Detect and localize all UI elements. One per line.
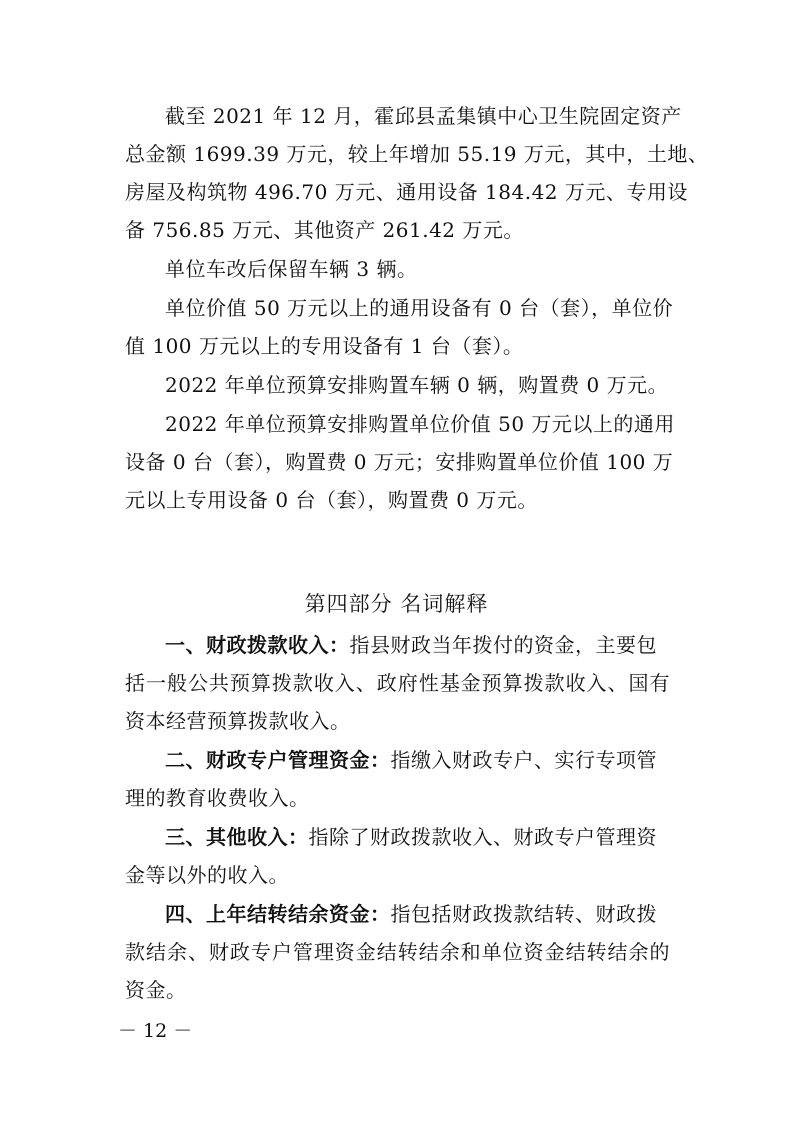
paragraph-line: 单位价值 50 万元以上的通用设备有 0 台（套），单位价 bbox=[165, 296, 674, 320]
definition-text: 指县财政当年拨付的资金，主要包 bbox=[349, 633, 657, 657]
definition-term: 一、财政拨款收入： bbox=[165, 633, 350, 657]
paragraph-line: 2022 年单位预算安排购置单位价值 50 万元以上的通用 bbox=[165, 412, 675, 436]
paragraph-line: 值 100 万元以上的专用设备有 1 台（套）。 bbox=[125, 334, 524, 358]
definition-first-line bbox=[165, 630, 670, 660]
paragraph-line: 理的教育收费收入。 bbox=[125, 786, 310, 810]
paragraph-line: 设备 0 台（套），购置费 0 万元；安排购置单位价值 100 万 bbox=[125, 450, 674, 474]
paragraph-line: 备 756.85 万元、其他资产 261.42 万元。 bbox=[125, 218, 524, 242]
definition-text: 指除了财政拨款收入、财政专户管理资 bbox=[308, 825, 657, 849]
section-heading: 第四部分 名词解释 bbox=[304, 592, 489, 616]
paragraph-line: 总金额 1699.39 万元，较上年增加 55.19 万元，其中，土地、 bbox=[125, 142, 709, 166]
definition-first-line bbox=[165, 822, 670, 852]
paragraph-line: 金等以外的收入。 bbox=[125, 863, 289, 887]
definition-first-line bbox=[165, 745, 670, 775]
paragraph-line: 款结余、财政专户管理资金结转结余和单位资金结转结余的 bbox=[125, 940, 670, 964]
page-number: － 12 － bbox=[118, 1020, 193, 1042]
definition-term: 四、上年结转结余资金： bbox=[165, 902, 391, 926]
definition-term: 三、其他收入： bbox=[165, 825, 309, 849]
definition-text: 指包括财政拨款结转、财政拨 bbox=[390, 902, 657, 926]
definition-term: 二、财政专户管理资金： bbox=[165, 748, 391, 772]
paragraph-line: 截至 2021 年 12 月，霍邱县孟集镇中心卫生院固定资产 bbox=[165, 104, 682, 128]
paragraph-line: 2022 年单位预算安排购置车辆 0 辆，购置费 0 万元。 bbox=[165, 373, 669, 397]
paragraph-line: 元以上专用设备 0 台（套），购置费 0 万元。 bbox=[125, 488, 538, 512]
definition-text: 指缴入财政专户、实行专项管 bbox=[390, 748, 657, 772]
paragraph-line: 房屋及构筑物 496.70 万元、通用设备 184.42 万元、专用设 bbox=[125, 180, 688, 204]
paragraph-line: 单位车改后保留车辆 3 辆。 bbox=[165, 257, 418, 281]
paragraph-line: 资金。 bbox=[125, 978, 187, 1002]
paragraph-line: 括一般公共预算拨款收入、政府性基金预算拨款收入、国有 bbox=[125, 671, 670, 695]
paragraph-line: 资本经营预算拨款收入。 bbox=[125, 709, 351, 733]
definition-first-line bbox=[165, 899, 670, 929]
